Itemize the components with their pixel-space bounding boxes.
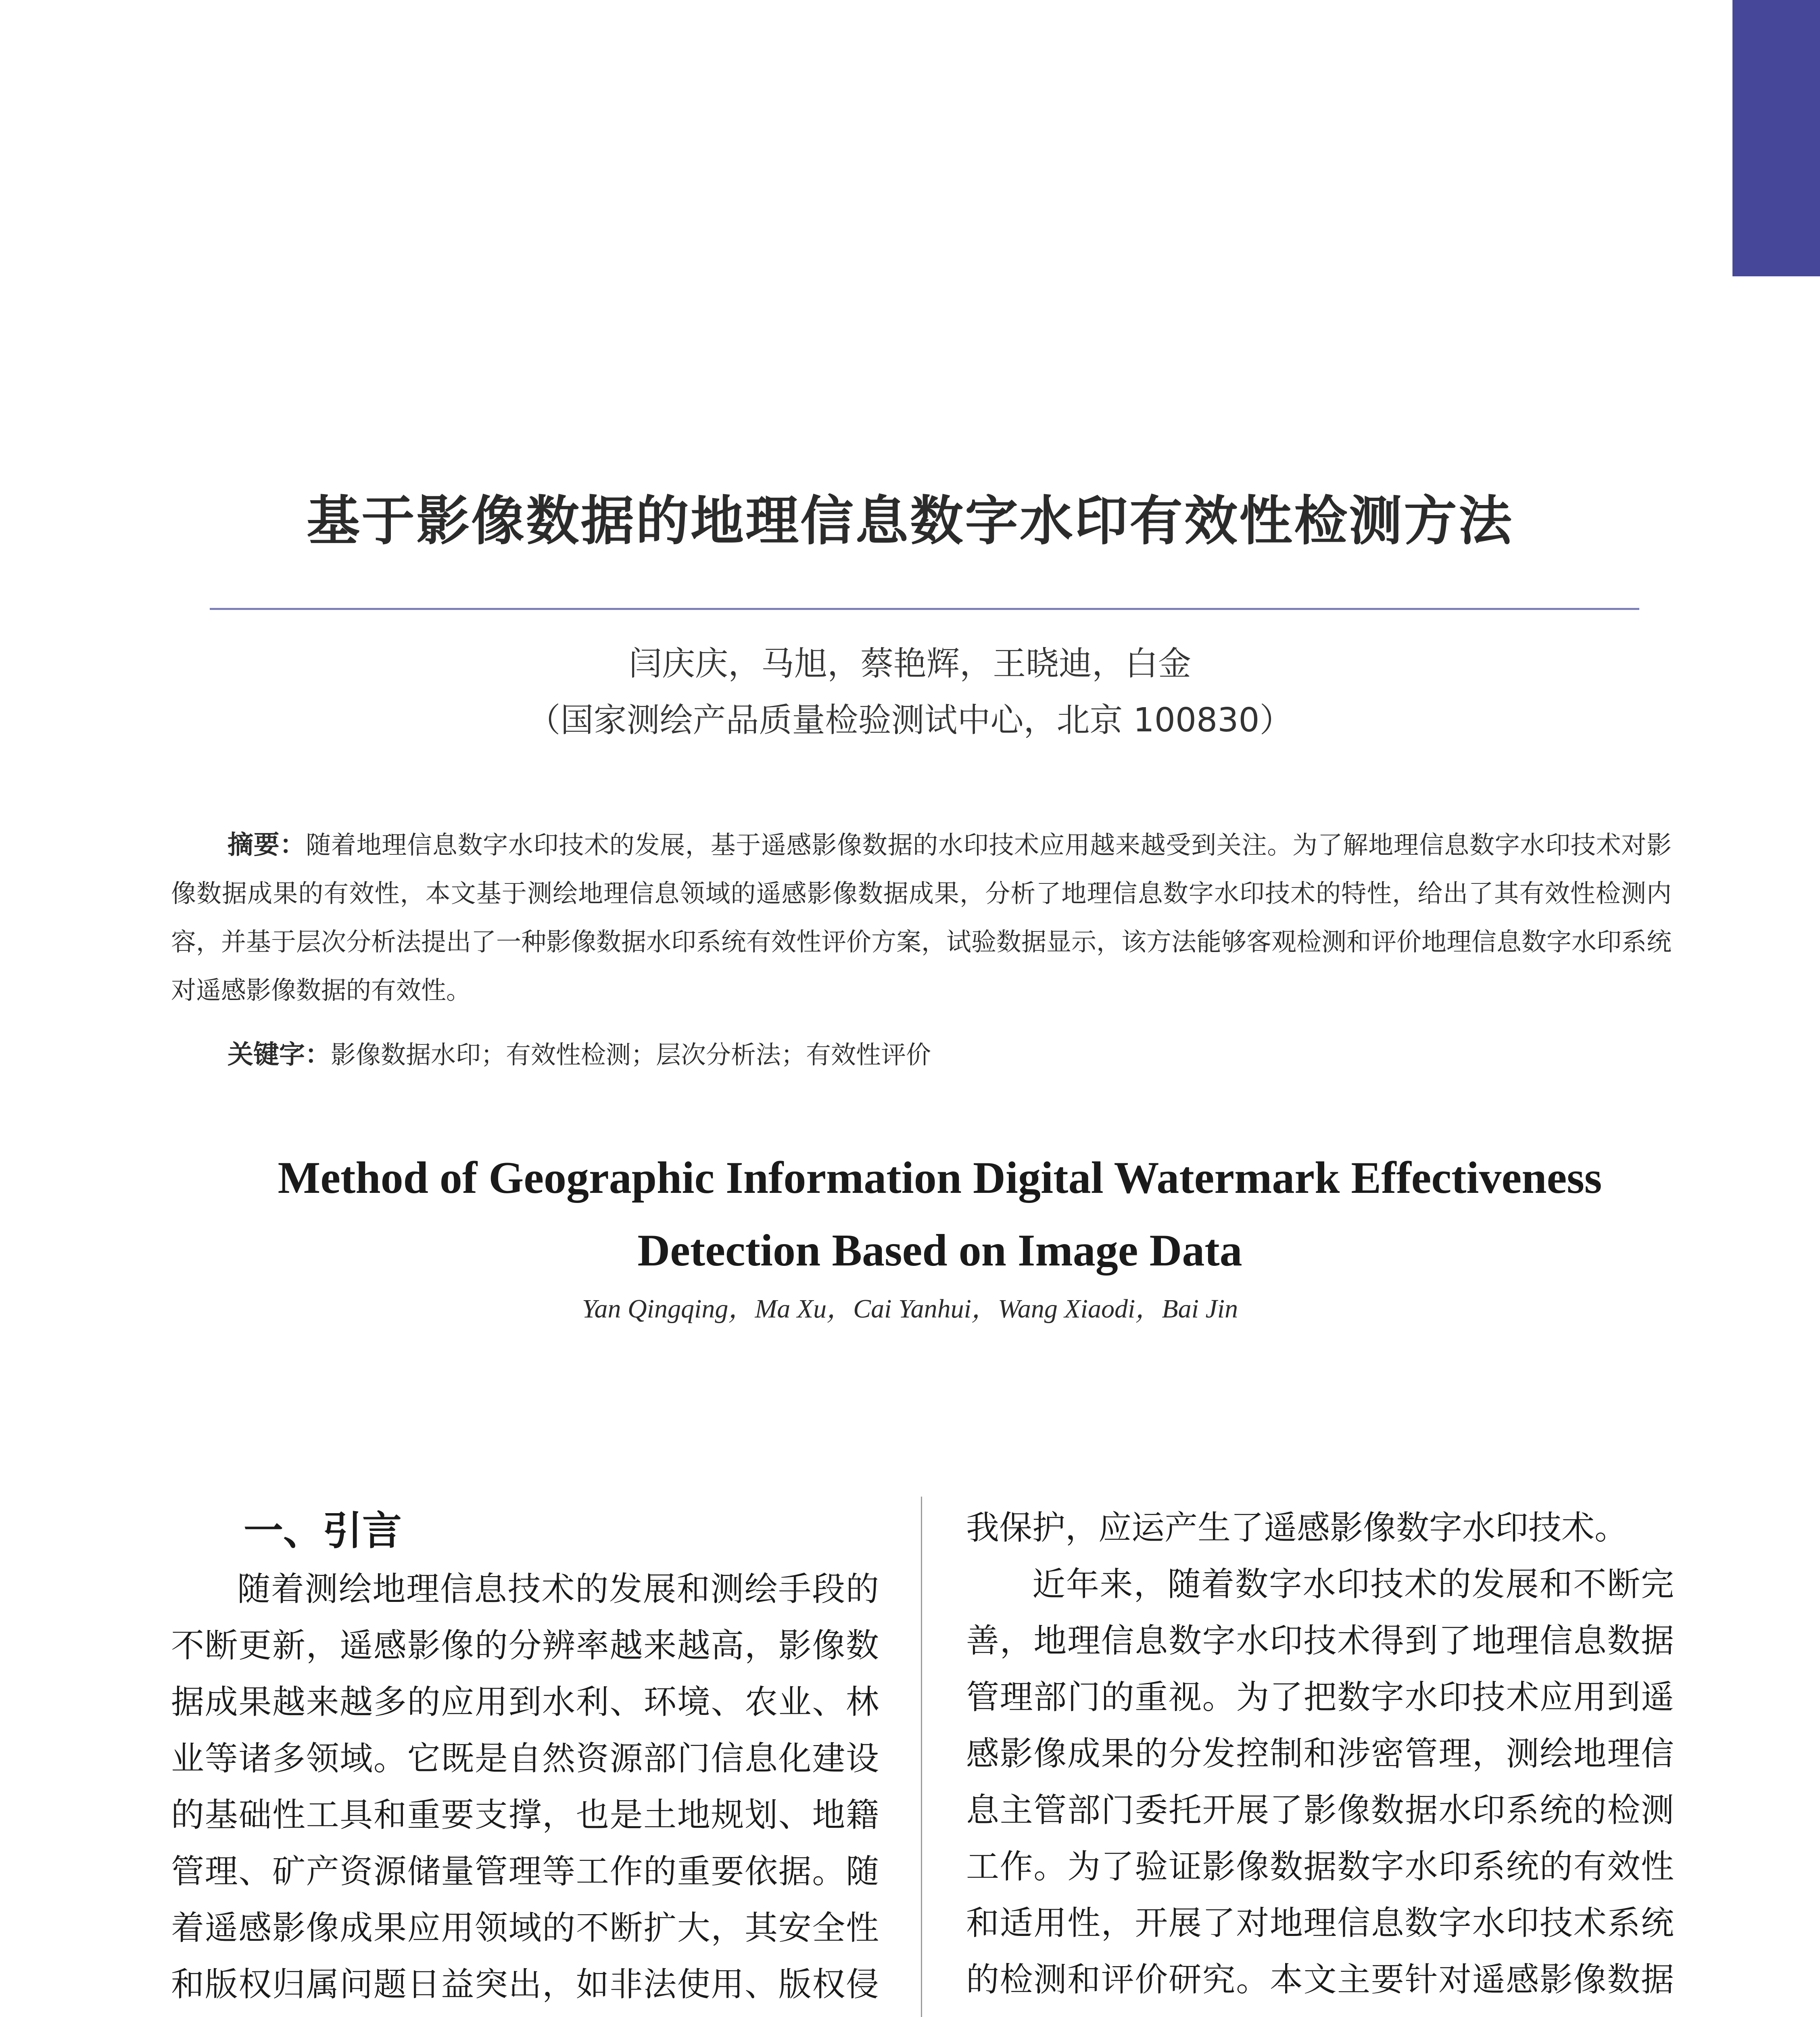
paragraph-text: 随着测绘地理信息技术的发展和测绘手段的不断更新，遥感影像的分辨率越来越高，影像数据成果越来越多的应用到水利、环境、农业、林业等诸多领域。它既是自然资源部门信息化建设的基础性工具和重要支撑，也是土地规划、地籍管理、矿产资源储量管理等工作的重要依据。随着遥感影像成果应用领域的不断扩大，其安全性和版权归属问题日益突出，如非法使用、版权侵 xyxy=(171,1570,879,2004)
english-title: Method of Geographic Information Digital Watermark Effectiveness Detection Based on Image Data xyxy=(278,1153,1602,1276)
right-column xyxy=(966,1500,1674,2017)
abstract-text: 随着地理信息数字水印技术的发展，基于遥感影像数据的水印技术应用越来越受到关注。为了解地理信息数字水印技术对影像数据成果的有效性，本文基于测绘地理信息领域的遥感影像数据成果，分析了地理信息数字水印技术的特性，给出了其有效性检测内容，并基于层次分析法提出了一种影像数据水印系统有效性评价方案，试验数据显示，该方法能够客观检测和评价地理信息数字水印系统对遥感影像数据的有效性。 xyxy=(171,830,1672,1005)
authors: 闫庆庆，马旭，蔡艳辉，王晓迪，白金 xyxy=(628,645,1191,683)
english-authors: Yan Qingqing，Ma Xu，Cai Yanhui，Wang Xiaodi，Bai Jin xyxy=(582,1294,1238,1324)
keywords-label: 关键字： xyxy=(228,1040,331,1070)
section-heading: 一、引言 xyxy=(244,1508,402,1554)
abstract xyxy=(171,821,1672,1015)
affiliation: （国家测绘产品质量检验测试中心，北京 100830） xyxy=(527,701,1293,739)
left-column xyxy=(171,1501,879,2017)
column-divider xyxy=(921,1497,922,2017)
body-paragraph: 近年来，随着数字水印技术的发展和不断完善，地理信息数字水印技术得到了地理信息数据管理部门的重视。为了把数字水印技术应用到遥感影像成果的分发控制和涉密管理，测绘地理信息主管部门委托开展了影像数据水印系统的检测工作。为了验证影像数据数字水印系统的有效性和适用性，开展了对地理信息数字水印技术系统的检测和评价研究。本文主要针对遥感影像数据 xyxy=(966,1565,1674,1999)
abstract-label: 摘要： xyxy=(228,830,306,860)
keywords-text: 影像数据水印；有效性检测；层次分析法；有效性评价 xyxy=(331,1040,931,1069)
body-paragraph xyxy=(171,1561,879,2017)
paper-title: 基于影像数据的地理信息数字水印有效性检测方法 xyxy=(307,490,1513,552)
title-rule xyxy=(210,608,1639,610)
body-paragraph: 我保护，应运产生了遥感影像数字水印技术。 xyxy=(966,1509,1628,1547)
keywords xyxy=(228,1031,1672,1079)
chapter-tab xyxy=(1732,0,1820,276)
